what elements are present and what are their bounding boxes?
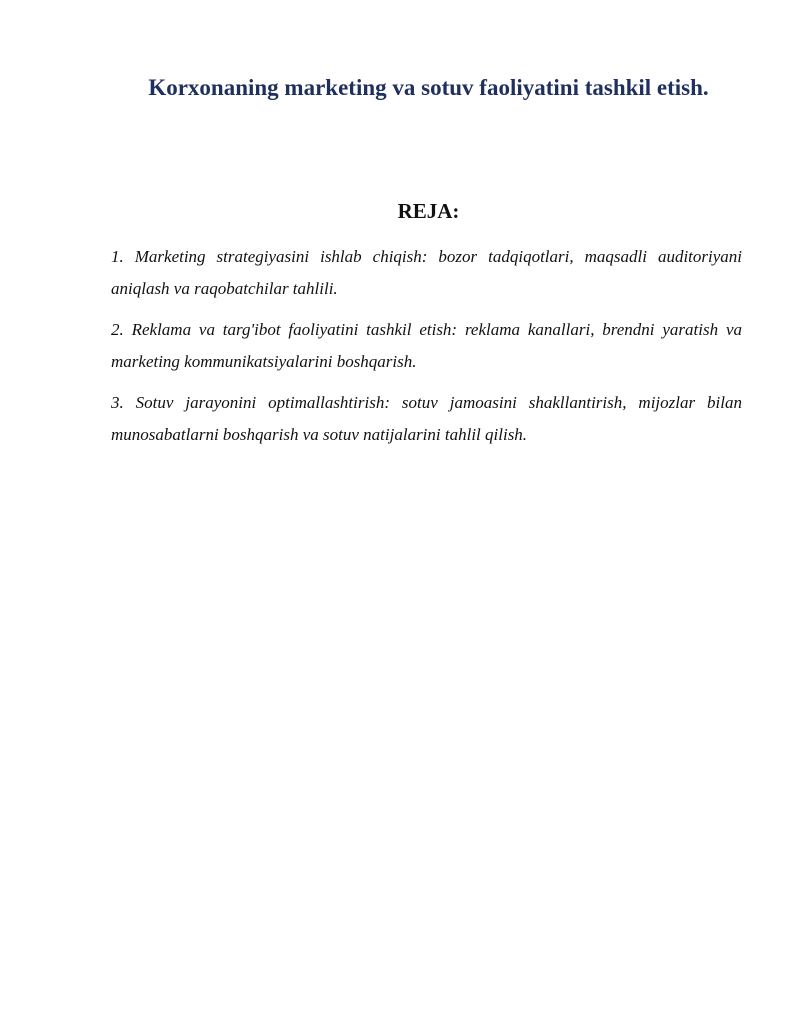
plan-item-3: 3. Sotuv jarayonini optimallashtirish: sotuv jamoasini shakllantirish, mijozlar bilan munosabatlarni boshqarish va sotuv natijalarini tahlil qilish.: [111, 393, 742, 444]
plan-item-1: 1. Marketing strategiyasini ishlab chiqish: bozor tadqiqotlari, maqsadli auditoriyani aniqlash va raqobatchilar tahlili.: [111, 247, 742, 298]
plan-item-2: 2. Reklama va targ'ibot faoliyatini tashkil etish: reklama kanallari, brendni yaratish va marketing kommunikatsiyalarini boshqarish.: [111, 320, 742, 371]
page-title: Korxonaning marketing va sotuv faoliyatini tashkil etish.: [148, 75, 709, 100]
plan-heading: REJA:: [397, 199, 460, 223]
plan-list: [111, 241, 742, 460]
